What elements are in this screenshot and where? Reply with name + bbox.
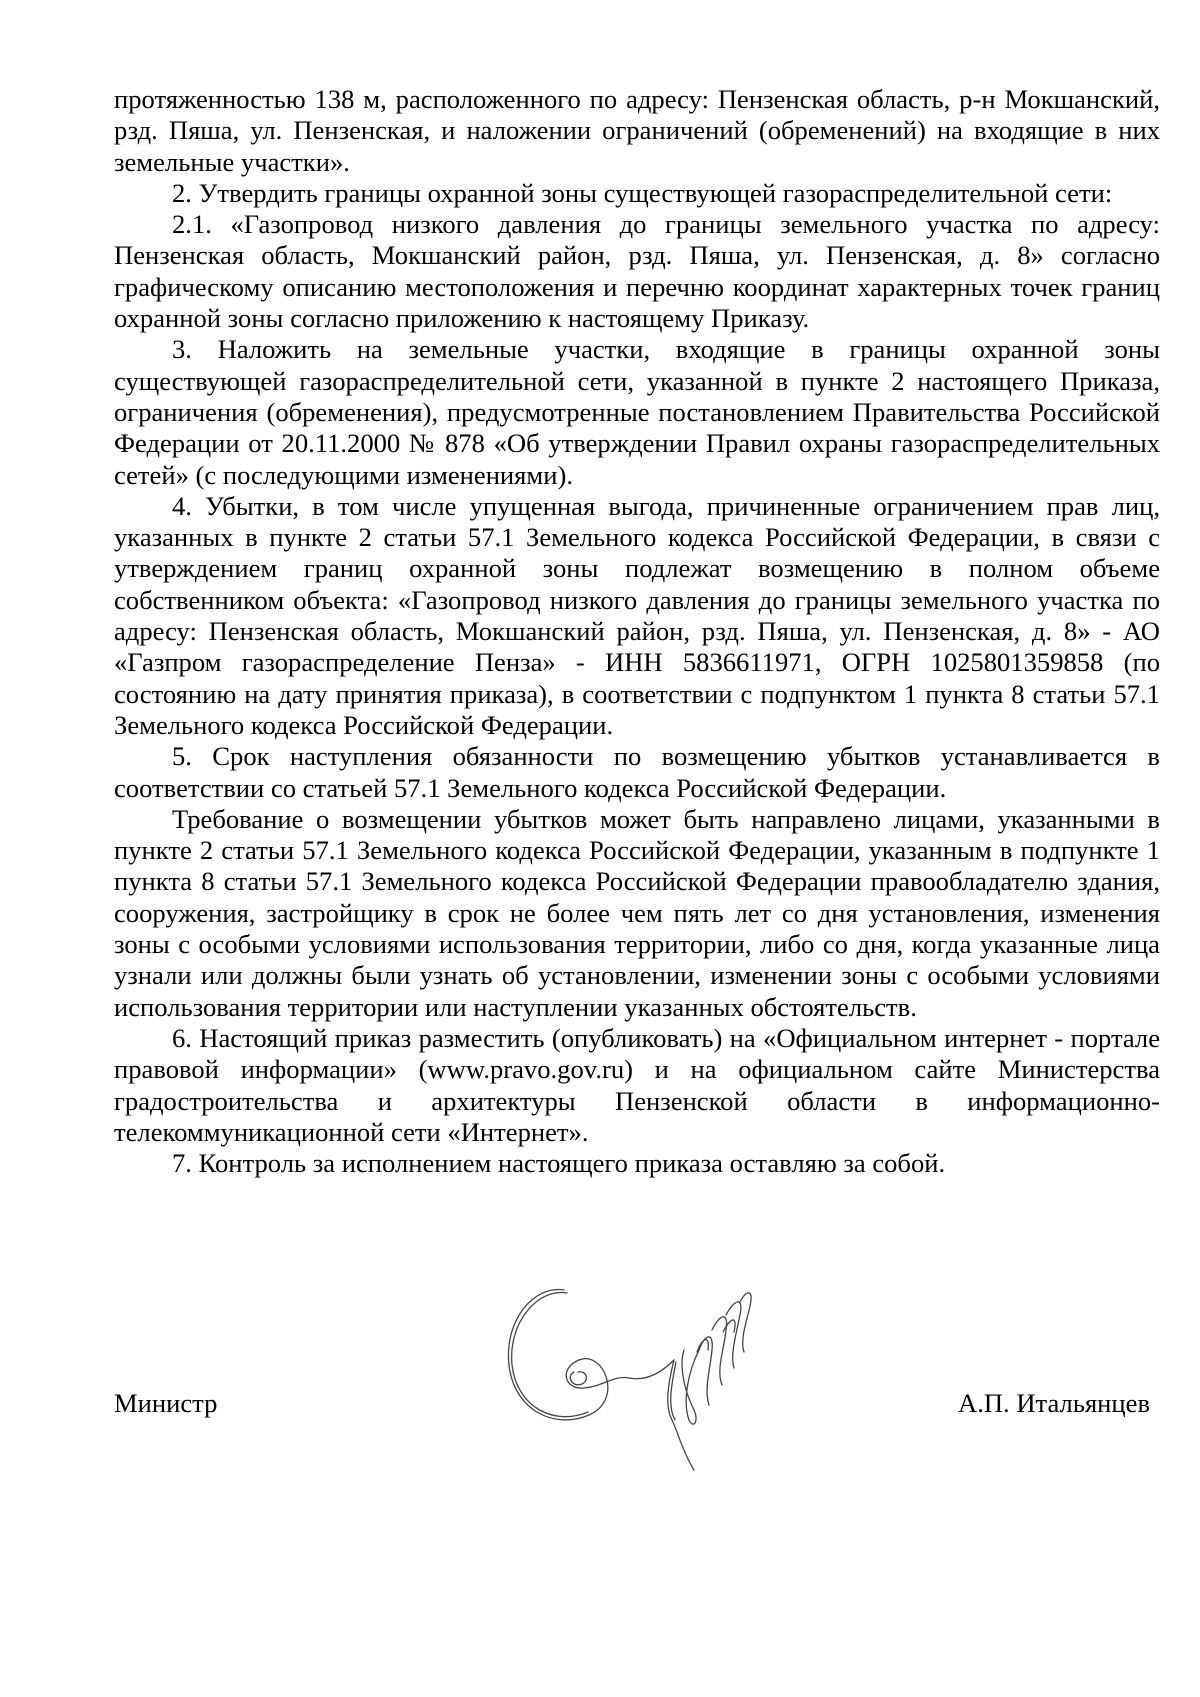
paragraph-2: 2. Утвердить границы охранной зоны существующей газораспределительной сети: [172,177,1113,208]
paragraph-7: 7. Контроль за исполнением настоящего приказа оставляю за собой. [172,1148,946,1179]
paragraph-6: 6. Настоящий приказ разместить (опубликовать) на «Официальном интернет - портале правовой информации» (www.pravo.gov.ru) и на официальном сайте Министерства градостроительства и архитектуры Пензенской области в информационно-телекоммуникационной сети «Интернет». [114,1022,1160,1147]
signature-block [114,1300,1160,1500]
document-body [114,84,1160,1179]
signatory-title: Министр [114,1388,218,1418]
paragraph-4: 4. Убытки, в том числе упущенная выгода, причиненные ограничением прав лиц, указанных в пункте 2 статьи 57.1 Земельного кодекса Российской Федерации, в связи с утверждением границ охранной зоны подлежат возмещению в полном объеме собственником объекта: «Газопровод низкого давления до границы земельного участка по адресу: Пензенская область, Мокшанский район, рзд. Пяша, ул. Пензенская, д. 8» - АО «Газпром газораспределение Пенза» - ИНН 5836611971, ОГРН 1025801359858 (по состоянию на дату принятия приказа), в соответствии с подпунктом 1 пункта 8 статьи 57.1 Земельного кодекса Российской Федерации. [114,490,1160,740]
paragraph-5-claim: Требование о возмещении убытков может быть направлено лицами, указанными в пункте 2 статьи 57.1 Земельного кодекса Российской Федерации, указанным в подпункте 1 пункта 8 статьи 57.1 Земельного кодекса Российской Федерации правообладателю здания, сооружения, застройщику в срок не более чем пять лет со дня установления, изменения зоны с особыми условиями использования территории, либо со дня, когда указанные лица узнали или должны были узнать об установлении, изменении зоны с особыми условиями использования территории или наступлении указанных обстоятельств. [114,803,1160,1022]
handwritten-signature [494,1280,794,1480]
paragraph-5: 5. Срок наступления обязанности по возмещению убытков устанавливается в соответствии со статьей 57.1 Земельного кодекса Российской Федерации. [114,741,1160,803]
paragraph-2-1: 2.1. «Газопровод низкого давления до границы земельного участка по адресу: Пензенская область, Мокшанский район, рзд. Пяша, ул. Пензенская, д. 8» согласно графическому описанию местоположения и перечню координат характерных точек границ охранной зоны согласно приложению к настоящему Приказу. [114,209,1160,334]
paragraph-3: 3. Наложить на земельные участки, входящие в границы охранной зоны существующей газораспределительной сети, указанной в пункте 2 настоящего Приказа, ограничения (обременения), предусмотренные постановлением Правительства Российской Федерации от 20.11.2000 № 878 «Об утверждении Правил охраны газораспределительных сетей» (с последующими изменениями). [114,334,1160,490]
paragraph-1-continuation: протяженностью 138 м, расположенного по адресу: Пензенская область, р-н Мокшанский, рзд. Пяша, ул. Пензенская, и наложении ограничений (обременений) на входящие в них земельные участки». [114,84,1160,177]
signatory-name: А.П. Итальянцев [958,1388,1150,1418]
